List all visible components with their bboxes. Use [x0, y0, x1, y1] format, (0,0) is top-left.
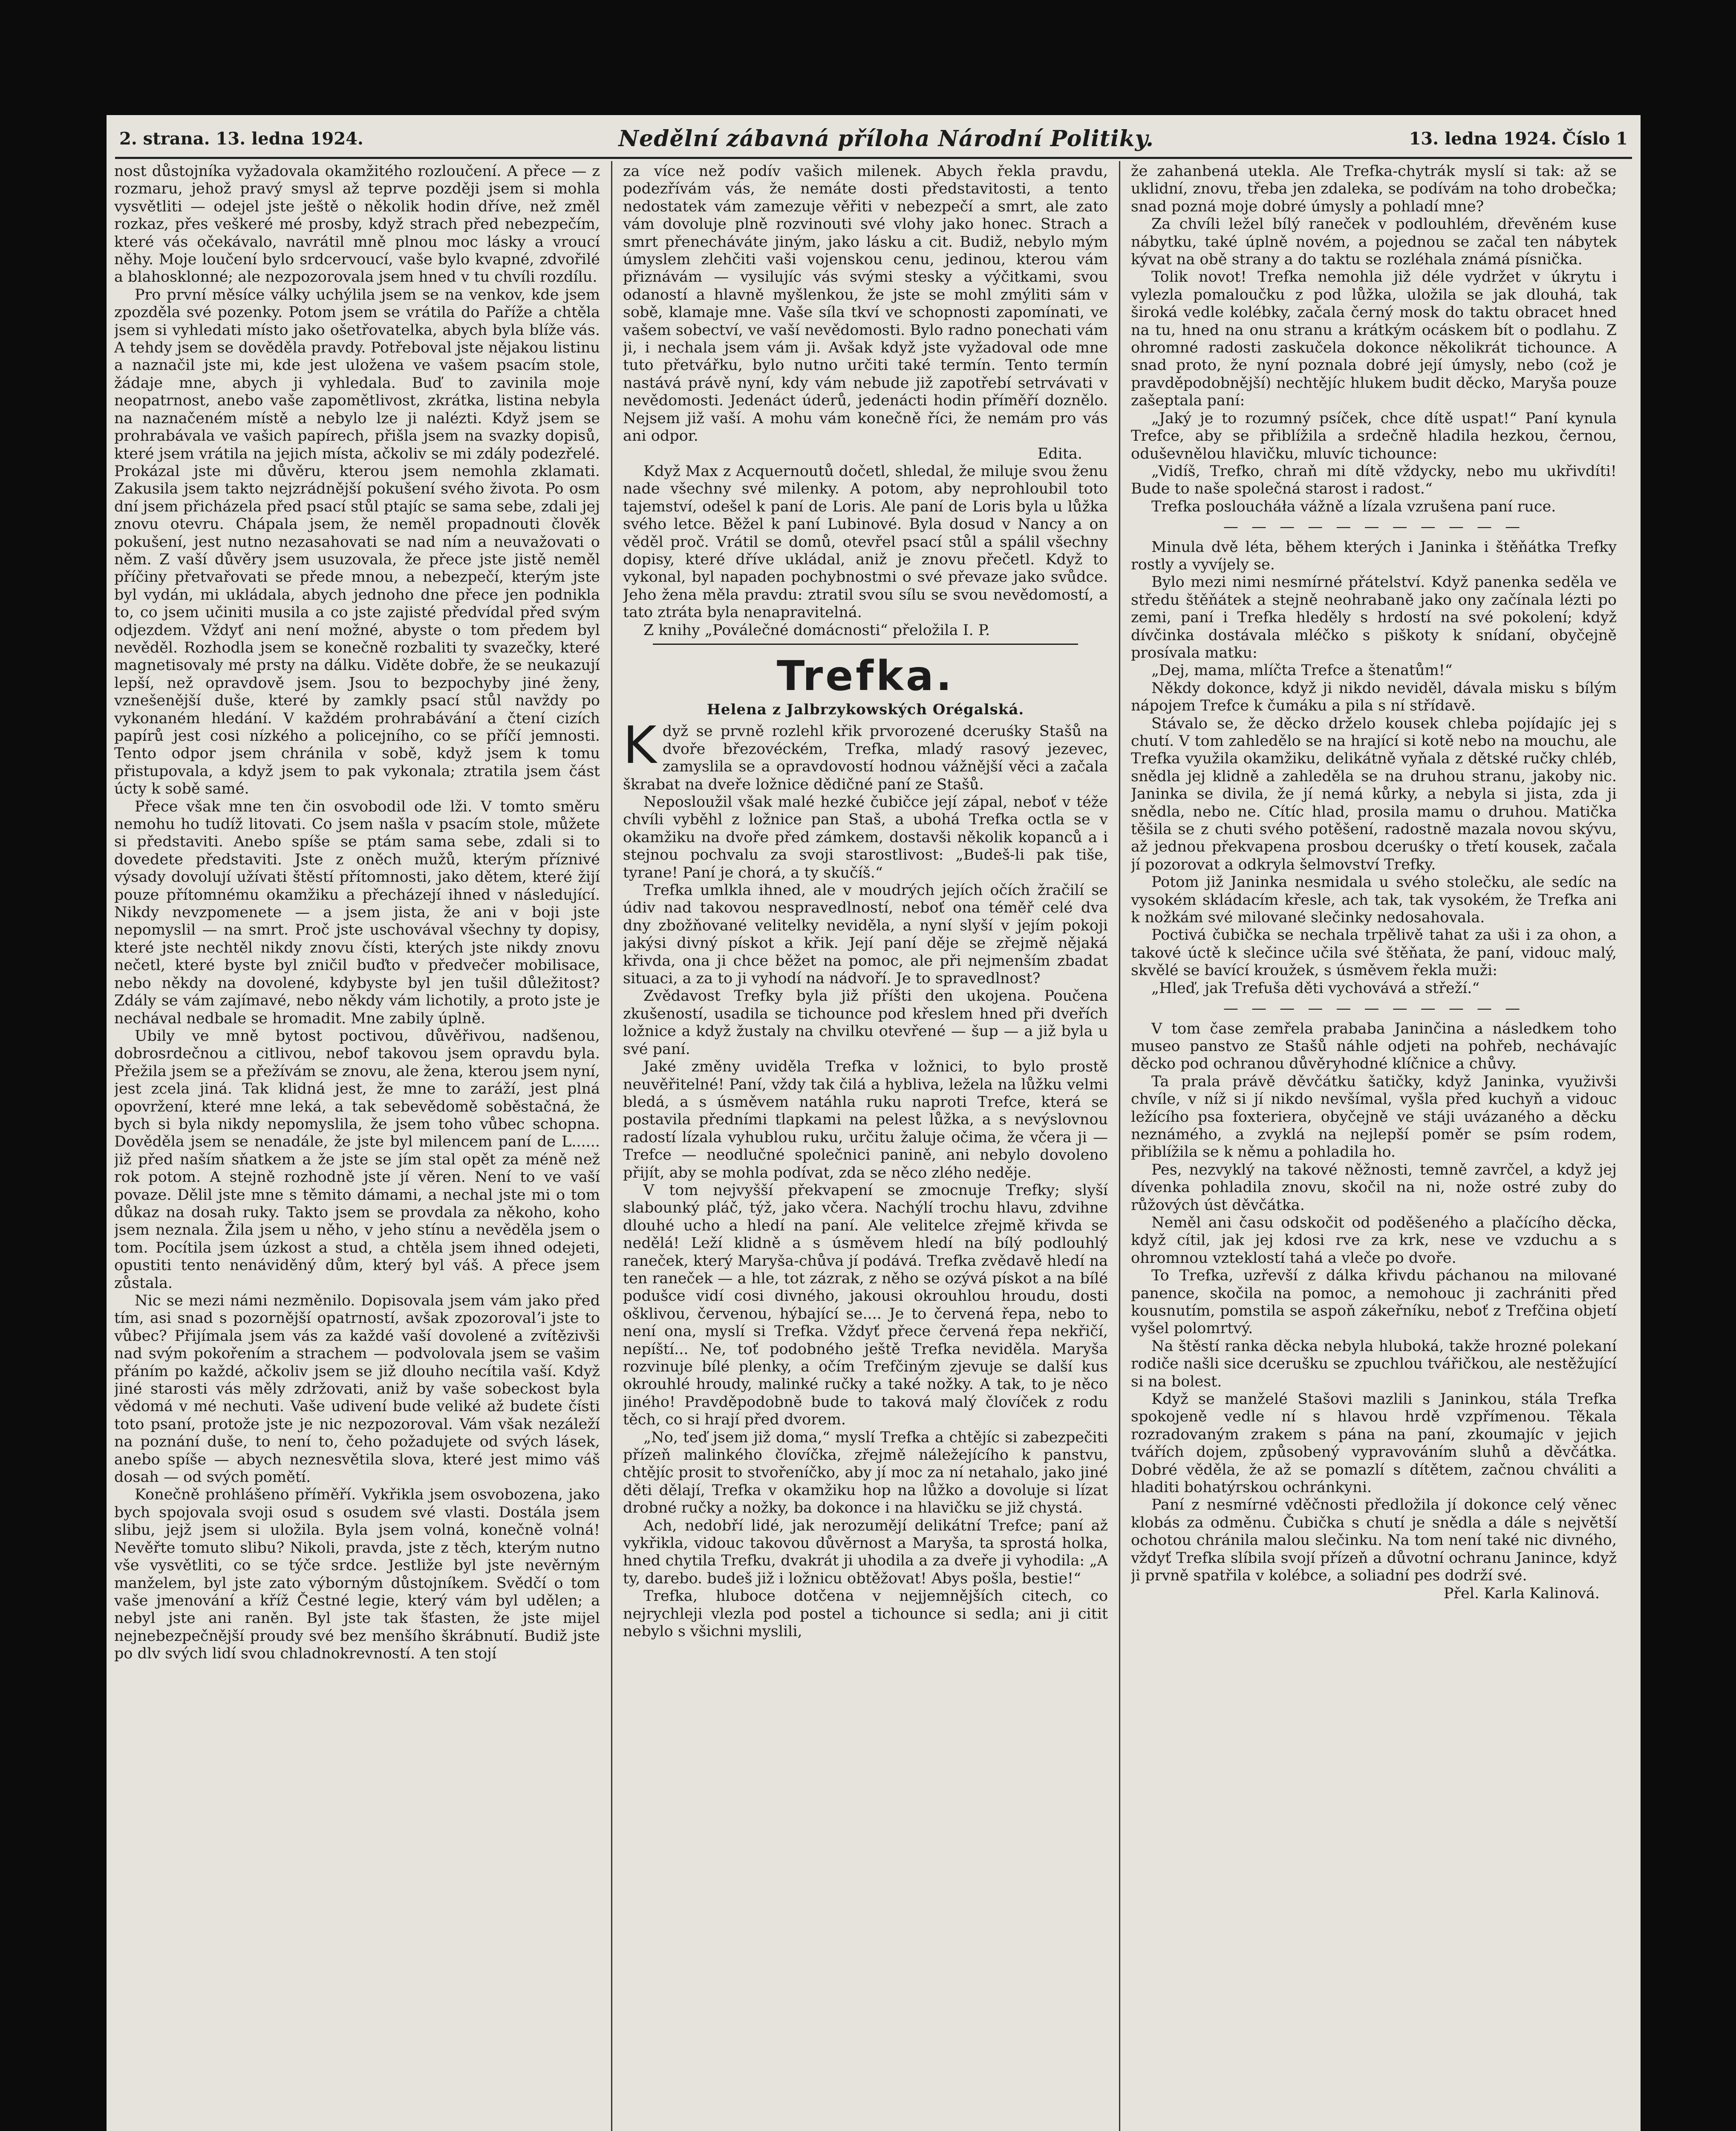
- article-title: Trefka.: [776, 652, 955, 700]
- column-1: [114, 163, 600, 2131]
- paragraph: Trefka posloucháła vážně a lízala vzrušena paní ruce.: [1151, 498, 1556, 515]
- newspaper-page: [107, 115, 1641, 2131]
- drop-cap: K: [623, 716, 657, 776]
- paragraph: Neposloužil však malé hezké čubičce její zápal, neboť v téže chvíli vyběhl z ložnice pan Staš, a ubohá Trefka octla se v okamžiku na dvoře před zámkem, dostavši několik kopanců a i stejnou pochvalu za svoji starostlivost: „Budeš-li pak tiše, tyrane! Paní je chorá, a ty skučíš.“: [623, 794, 1108, 881]
- column-3: [1131, 163, 1617, 2131]
- paragraph: Ach, nedobří lidé, jak nerozumějí delikátní Trefce; paní až vykřikla, vidouc takovou důvěrnost a Maryša, ta sprostá holka, hned chytila Trefku, dvakrát ji uhodila a za dveře ji vyhodila: „A ty, darebo. budeš již i ložnicu obtěžovat! Abys pošla, bestie!“: [623, 1517, 1108, 1587]
- paragraph: [623, 716, 1108, 794]
- source-note: Z knihy „Poválečné domácnosti“ přeložila I. P.: [643, 621, 990, 639]
- paragraph: „No, teď jsem již doma,“ myslí Trefka a chtějíc si zabezpečiti přízeň malinkého človíčka, zřejmě náležejícího k panstvu, chtějíc prosit to stvořeníčko, aby jí moc za ní netahalo, jako jiné děti dělají, Trefka v okamžiku hop na lůžko a dovoluje si lízat drobné ručky a nožky, ba dokonce i na hlavičku se již chystá.: [623, 1429, 1108, 1517]
- paragraph: Když se manželé Stašovi mazlili s Janinkou, stála Trefka spokojeně vedle ní s hlavou hrdě vzpřímenou. Těkala rozradovaným zrakem s pána na paní, zkoumajíc v jejich tvářích dojem, způsobený vypravováním sluhů a děvčátka. Dobré věděla, že až se pomazlí s dítětem, začnou chváliti a hladiti bohatýrskou ochránkyni.: [1131, 1391, 1617, 1496]
- column-divider: [611, 161, 612, 2131]
- header-rule: [115, 157, 1632, 159]
- paragraph: Když Max z Acquernoutů dočetl, shledal, že miluje svou ženu nade všechny své milenky. A potom, aby neprohloubil toto tajemství, odešel k paní de Loris. Ale paní de Loris byla u lůžka svého letce. Běžel k paní Lubinové. Byla dosud v Nancy a on věděl proč. Vrátil se domů, otevřel psací stůl a spálil všechny dopisy, které dříve ukládal, aniž je znovu přečetl. Když to vykonal, byl napaden pochybnostmi o své převaze jako svůdce. Jeho žena měla pravdu: ztratil svou sílu se svou nevědomostí, a tato ztráta byla nenapravitelná.: [623, 462, 1108, 621]
- section-separator: — — — — — — — — — — —: [1223, 1000, 1525, 1017]
- letter-signature: Edita.: [1037, 445, 1082, 462]
- paragraph: „Hleď, jak Trefuša děti vychovává a střeží.“: [1151, 979, 1480, 997]
- paragraph: Potom již Janinka nesmidala u svého stolečku, ale sedíc na vysokém skládacím křesle, ach tak, tak vysokém, že Trefka ani k nožkám své milované slečinky nedosahovala.: [1131, 874, 1617, 927]
- paragraph: Trefka, hluboce dotčena v nejjemnějších citech, co nejrychleji vlezla pod postel a tichounce si sedla; ani ji citit nebylo s všichni myslili,: [623, 1588, 1108, 1640]
- paragraph: Stávalo se, že děcko drželo kousek chleba pojídajíc jej s chutí. V tom zahledělo se na hrající si kotě nebo na mouchu, ale Trefka využila okamžiku, delikátně vyňala z dětské ručky chléb, snědla jej klidně a zahleděla se na druhou stranu, jakoby nic. Janinka se divila, že jí nemá kůrky, a nebyla si jista, zda ji snědla, nebo ne. Cítíc hlad, prosila mamu o druhou. Matička těšila se z chuti svého potěšení, radostně mazala novou skývu, až jednou překvapena prosbou dceruśky o třetí kousek, začala jí pozorovat a odkryla šelmovství Trefky.: [1131, 715, 1617, 873]
- paragraph: „Jaký je to rozumný psíček, chce dítě uspat!“ Paní kynula Trefce, aby se přiblížila a srdečně hladila hezkou, černou, oduševnělou hlavičku, mluvíc tichounce:: [1131, 410, 1617, 462]
- paragraph: Na štěstí ranka děcka nebyla hluboká, takže hrozné polekaní rodiče našli sice dcerušku se zpuchlou tvářičkou, ale nestěžující si na bolest.: [1131, 1337, 1617, 1390]
- paragraph: Paní z nesmírné vděčnosti předložila jí dokonce celý věnec klobás za odměnu. Čubička s chutí je snědla a dále s největší ochotou chránila malou slečinku. Na tom není také nic divného, vždyť Trefka slíbila svojí přízeň a důvotní ochranu Janince, když ji prvně spatřila v kolébce, a soliadní pes dodrží své.: [1131, 1496, 1617, 1585]
- paragraph: Zvědavost Trefky byla již příšti den ukojena. Poučena zkušeností, usadila se tichounce pod křeslem hned při dveřích ložnice a když žustaly na chvilku otevřené — šup — a již byla u své paní.: [623, 988, 1108, 1058]
- paragraph: Za chvíli ležel bílý raneček v podlouhlém, dřevěném kuse nábytku, také úplně novém, a pojednou se začal ten nábytek kývat na obě strany a do taktu se rozléhala známá písnička.: [1131, 216, 1617, 269]
- paragraph: To Trefka, uzřevší z dálka křivdu páchanou na milované panence, skočila na pomoc, a nemohouc ji zachrániti před kousnutím, pomstila se aspoň zákeřníku, neboť z Trefčina objetí vyšel polomrtvý.: [1131, 1267, 1617, 1337]
- paragraph: Minula dvě léta, během kterých i Janinka i štěňátka Trefky rostly a vyvíjely se.: [1131, 538, 1617, 573]
- article-author: Helena z Jalbrzykowských Orégalská.: [707, 701, 1024, 718]
- paragraph: Nic se mezi námi nezměnilo. Dopisovala jsem vám jako před tím, asi snad s pozornější opatrností, avšak zpozorovalʼi jste to vůbec? Přijímala jsem vás za každé vaší dovolené a zvítězivši nad svým pokořením a strachem — podvolovala jsem se vašim přáním po každé, ačkoliv jsem se již dlouho necítila vaší. Když jiné starosti vás měly zdržovati, aniž by vaše sobeckost byla vědomá v mé nechuti. Vaše udivení bude veliké až budete čísti toto psaní, protože jste je nic nezpozoroval. Vám však nezáleží na poznání duše, to není to, čeho požadujete od svých lásek, anebo spíše — abych neznesvětila slova, které jest mimo váš dosah — od svých pomětí.: [114, 1292, 600, 1486]
- paragraph: Konečně prohlášeno příměří. Vykřikla jsem osvobozena, jako bych spojovala svoji osud s osudem své vlasti. Dostála jsem slibu, jejž jsem si uložila. Byla jsem volná, konečně volná! Nevěřte tomuto slibu? Nikoli, pravda, jste z těch, kterým nutno vše vysvětliti, co se týče srdce. Jestliže byl jste nevěrným manželem, byl jste zato výborným důstojníkem. Svědčí o tom vaše jmenování a kříž Čestné legie, který vám byl udělen; a nebyl jste ani raněn. Byl jste tak šťasten, že jste mijel nejnebezpečnější proudy své bez menšího škrábnutí. Budiž jste po dlv svých lidí svou chladnokrevností. A ten stojí: [114, 1486, 600, 1663]
- paragraph: Někdy dokonce, když ji nikdo neviděl, dávala misku s bílým nápojem Trefce k čumáku a pila s ní střídavě.: [1131, 679, 1617, 715]
- paragraph-text: dyž se prvně rozlehl křik prvorozené dceruśky Stašů na dvoře březovéckém, Trefka, mladý rasový jezevec, zamyslila se a opravdovostí hodnou vážnější věci a začala škrabat na dveře ložnice dědičné paní ze Stašů.: [623, 723, 1108, 793]
- header-left: 2. strana. 13. ledna 1924.: [119, 128, 363, 149]
- paragraph: V tom nejvyšší překvapení se zmocnuje Trefky; slyší slabounký pláč, týž, jako včera. Nachýlí trochu hlavu, zdvihne dlouhé ucho a hledí na paní. Ale velitelce zřejmě křivda se nedělá! Leží klidně a s úsměvem hledí na bílý podlouhlý raneček, který Maryša-chůva jí podává. Trefka zvědavě hledí na ten raneček — a hle, tot zázrak, z něho se ozývá pískot a na bílé podušce vidí cosi divného, jakousi okrouhlou hroudu, dosti ošklivou, červenou, hýbající se.... Je to červená řepa, nebo to není ona, myslí si Trefka. Vždyť přece červená řepa nekřičí, nepíští... Ne, toť podobného ještě Trefka neviděla. Maryša rozvinuje bílé plenky, a očím Trefčiným zjevuje se další kus okrouhlé hroudy, malinké ručky a také nožky. A tak, to je něco jiného! Pravděpodobně bude to taková malý človíček z rodu těch, co si hrají před dvorem.: [623, 1181, 1108, 1429]
- header-title: Nedělní zábavná příloha Národní Politiky.: [618, 125, 1154, 152]
- paragraph: Pro první měsíce války uchýlila jsem se na venkov, kde jsem zpozděla své pozenky. Potom jsem se vrátila do Paříže a chtěla jsem si vyhledati místo jako ošetřovatelka, abych byla blíže vás. A tehdy jsem se dověděla pravdy. Potřeboval jste nějakou listinu a naznačil jste mi, kde jest uložena ve vašem psacím stole, žádaje mne, abych ji vyhledala. Buď to zavinila moje neopatrnost, anebo vaše zapomětlivost, zkrátka, listina nebyla na naznačeném místě a nebylo lze ji nalézti. Když jsem se prohrabávala ve vašich papírech, přišla jsem na svazky dopisů, které jsem vrátila na jejich místa, ačkoliv se mi zdály podezřelé. Prokázal jste mi důvěru, kterou jsem nemohla zklamati. Zakusila jsem takto nejzrádnější pokušení svého života. Po osm dní jsem přicházela před psací stůl ptajíc se sama sebe, zdali jej znovu otevru. Chápala jsem, že neměl propadnouti člověk pokušení, jest nutno nezasahovati se nad ním a neuvažovati o něm. Z vaší důvěry jsem usuzovala, že přece jste jistě neměl příčiny přetvařovati se přede mnou, a nebezpečí, kterým jste byl vydán, mi ukládala, abych jednoho dne přece jen podnikla to, co jsem učiniti musila a co jste zajisté předvídal před svým odjezdem. Vždyť ani není možné, abyste o tom předem byl nevěděl. Rozhodla jsem se konečně rozbaliti ty svazečky, které magnetisovaly mé prsty na dálku. Viděte dobře, že se neukazují lepší, než opravdově jsem. Jsou to bezpochyby jiné ženy, vznešenější duše, které by zamkly psací stůl navždy po vykonaném hledání. V každém prohrabávání a čtení cizích papírů jest cosi nízkého a policejního, co se příčí jemnosti. Tento odpor jsem chránila v sobě, když jsem k tomu přistupovala, a když jsem to pak vykonala; ztratila jsem část úcty k sobě samé.: [114, 286, 600, 798]
- paragraph: Pes, nezvyklý na takové něžnosti, temně zavrčel, a když jej dívenka pohladila znovu, skočil na ni, nože ostré zuby do růžových úst děvčátka.: [1131, 1161, 1617, 1214]
- paragraph: Neměl ani času odskočit od poděšeného a plačícího děcka, když cítil, jak jej kdosi rve za krk, nese ve vzduchu a s ohromnou vzteklostí tahá a vleče po dvoře.: [1131, 1214, 1617, 1267]
- paragraph: Přece však mne ten čin osvobodil ode lži. V tomto směru nemohu ho tudíž litovati. Co jsem našla v psacím stole, můžete si představiti. Anebo spíše se ptám sama sebe, zdali si to dovedete představiti. Jste z oněch mužů, kterým příznivé výsady dovolují užívati štěstí přítomnosti, jako dětem, které žijí pouze přítomnému okamžiku a přecházejí ihned v následující. Nikdy nevzpomenete — a jsem jista, že ani v boji jste nepomyslil — na smrt. Proč jste uschovával všechny ty dopisy, které jste nechtěl nikdy znovu čísti, kterých jste nikdy znovu nečetl, které byste byl zničil buďto v předvečer mobilisace, nebo někdy na dovolené, kdybyste byl jen tušil důležitost? Zdály se vám zajímavé, nebo někdy vám lichotily, a proto jste je nechával nedbale se hromadit. Mne zabily úplně.: [114, 798, 600, 1027]
- translator-signature: Přel. Karla Kalinová.: [1443, 1585, 1600, 1602]
- section-separator: — — — — — — — — — — —: [1223, 518, 1525, 536]
- page-header: [119, 124, 1628, 153]
- paragraph: Ubily ve mně bytost poctivou, důvěřivou, nadšenou, dobrosrdečnou a citlivou, nebof takovou jsem opravdu byla. Přežila jsem se a přežívám se znovu, ale žena, kterou jsem nyní, jest zcela jiná. Tak klidná jest, že mne to zaráží, jest plná opovržení, které mne leká, a tak sebevědomě soběstačná, že bych si byla nikdy nepomyslila, že jsem toho vůbec schopna. Dověděla jsem se nenadále, že jste byl milencem paní de L...... již před naším sňatkem a že jste se jím stal opět za méně než rok potom. A stejně rozhodně jste jí věren. Není to ve vaší povaze. Dělil jste mne s těmito dámami, a nechal jste mi o tom důkaz na dosah ruky. Takto jsem se provdala za někoho, koho jsem neznala. Žila jsem u něho, v jeho stínu a nevěděla jsem o tom. Pocítila jsem úzkost a stud, a chtěla jsem ihned odejeti, opustiti tento nenáviděný dům, který byl váš. A přece jsem zůstala.: [114, 1027, 600, 1292]
- paragraph: Jaké změny uviděla Trefka v ložnici, to bylo prostě neuvěřitelné! Paní, vždy tak čilá a hybliva, ležela na lůžku velmi bledá, a s úsměvem natáhla ruku naproti Trefce, která se postavila předními tlapkami na pelest lůžka, a s nevýslovnou radostí lízala vyhublou ruku, určitu žaluje očima, že včera ji — Trefce — neodlučné společnici panině, ani nebylo dovoleno přijít, aby se mohla podívat, zda se něco zlého neděje.: [623, 1058, 1108, 1181]
- paragraph: Poctivá čubička se nechala trpělivě tahat za uši i za ohon, a takové úctě k slečince učila své štěňata, že paní, vidouc malý, skvělé se bavící kroužek, s úsměvem řekla muži:: [1131, 927, 1617, 979]
- column-2: [623, 163, 1108, 2131]
- paragraph: „Vidíš, Trefko, chraň mi dítě vždycky, nebo mu ukřivdíti! Bude to naše společná starost i radost.“: [1131, 462, 1617, 498]
- paragraph: Ta prala právě děvčátku šatičky, když Janinka, využivši chvíle, v níž si jí nikdo nevšímal, vyšla před kuchyň a vidouc ležícího psa foxteriera, obyčejně ve stáji uvázaného a děcku neznámého, a zvyklá na nejlepší poměr se psím rodem, přiblížila se k němu a pohladila ho.: [1131, 1073, 1617, 1161]
- paragraph: Tolik novot! Trefka nemohla již déle vydržet v úkrytu i vylezla pomaloučku z pod lůžka, uložila se jak dlouhá, tak široká vedle kolébky, začala černý mosk do taktu obracet hned na tu, hned na onu stranu a krátkým ocáskem bít o podlahu. Z ohromné radosti zaskučela dokonce několikrát tichounce. A snad proto, že nyní poznala dobré její úmysly, nebo (což je pravděpodobnější) nechtějíc hlukem budit děcko, Maryša pouze zašeptala paní:: [1131, 269, 1617, 410]
- paragraph: za více než podív vašich milenek. Abych řekla pravdu, podezřívám vás, že nemáte dosti představitosti, a tento nedostatek vám zamezuje věřiti v nebezpečí a smrt, ale zato vám dovoluje plně rozvinouti své vlohy jako honec. Strach a smrt přenecháváte jiným, jako lásku a cit. Budiž, nebylo mým úmyslem zlehčiti vaši vojenskou cenu, jedinou, kterou vám přiznávám — vysilujíc vás svými stesky a výčitkami, svou odaností a hlavně myšlenkou, že jste se mohl zmýliti sám v sobě, klamaje mne. Vaše síla tkví ve schopnosti zapomínati, ve vašem sobectví, ve vaší nevědomosti. Bylo radno ponechati vám ji, i nechala jsem vám ji. Avšak když jste vyžadoval ode mne tuto přetvářku, bylo nutno určiti také termín. Tento termín nastává právě nyní, kdy vám nebude již zapotřebí setrvávati v nevědomosti. Jedenáct úderů, jedenácti hodin příměří doznělo. Nejsem již vaší. A mohu vám konečně říci, že nemám pro vás ani odpor.: [623, 163, 1108, 445]
- paragraph: Bylo mezi nimi nesmírné přátelství. Když panenka seděla ve středu štěňátek a stejně neohrabaně jako ony začínala lézti po zemi, paní i Trefka hleděly s hrdostí na své pokolení; když dívčinka dostávala mléčko s piškoty k snídaní, obyčejně prosívala matku:: [1131, 574, 1617, 661]
- header-right: 13. ledna 1924. Číslo 1: [1409, 128, 1628, 149]
- title-rule: [653, 644, 1078, 645]
- paragraph: že zahanbená utekla. Ale Trefka-chytrák myslí si tak: až se uklidní, znovu, třeba jen zdaleka, se podívám na toho drobečka; snad pozná moje dobré úmysly a pohladí mne?: [1131, 163, 1617, 215]
- paragraph: „Dej, mama, mlíčta Trefce a štenatům!“: [1151, 662, 1453, 679]
- column-divider: [1119, 161, 1120, 2131]
- paragraph: V tom čase zemřela prababa Janinčina a následkem toho museo panstvo ze Stašů náhle odjeti na pohřeb, nechávajíc děcko pod ochranou důvěryhodné klíčnice a chůvy.: [1131, 1020, 1617, 1073]
- paragraph: Trefka umlkla ihned, ale v moudrých jejích očích žračilí se údiv nad takovou nespravedlností, neboť ona téměř celé dva dny zbožňované velitelky neviděla, a nyní slyší v jejím pokoji jakýsi divný pískot a křik. Její paní děje se zřejmě nějaká křivda, ona ji chce běžet na pomoc, ale při nejmenším zbadat situaci, a za to ji vyhodí na nádvoří. Je to spravedlnost?: [623, 882, 1108, 988]
- paragraph: nost důstojníka vyžadovala okamžitého rozloučení. A přece — z rozmaru, jehož pravý smysl až teprve později jsem si mohla vysvětliti — odejel jste ještě o několik hodin dříve, než změl rozkaz, přes veškeré mé prosby, když strach před nebezpečím, které vás očekávalo, navrátil mně plnou moc lásky a vroucí něhy. Moje loučení bylo srdcervoucí, vaše bylo kvapné, zdvořilé a blahosklonné; ale nezpozorovala jsem hned v tu chvíli rozdílu.: [114, 163, 600, 286]
